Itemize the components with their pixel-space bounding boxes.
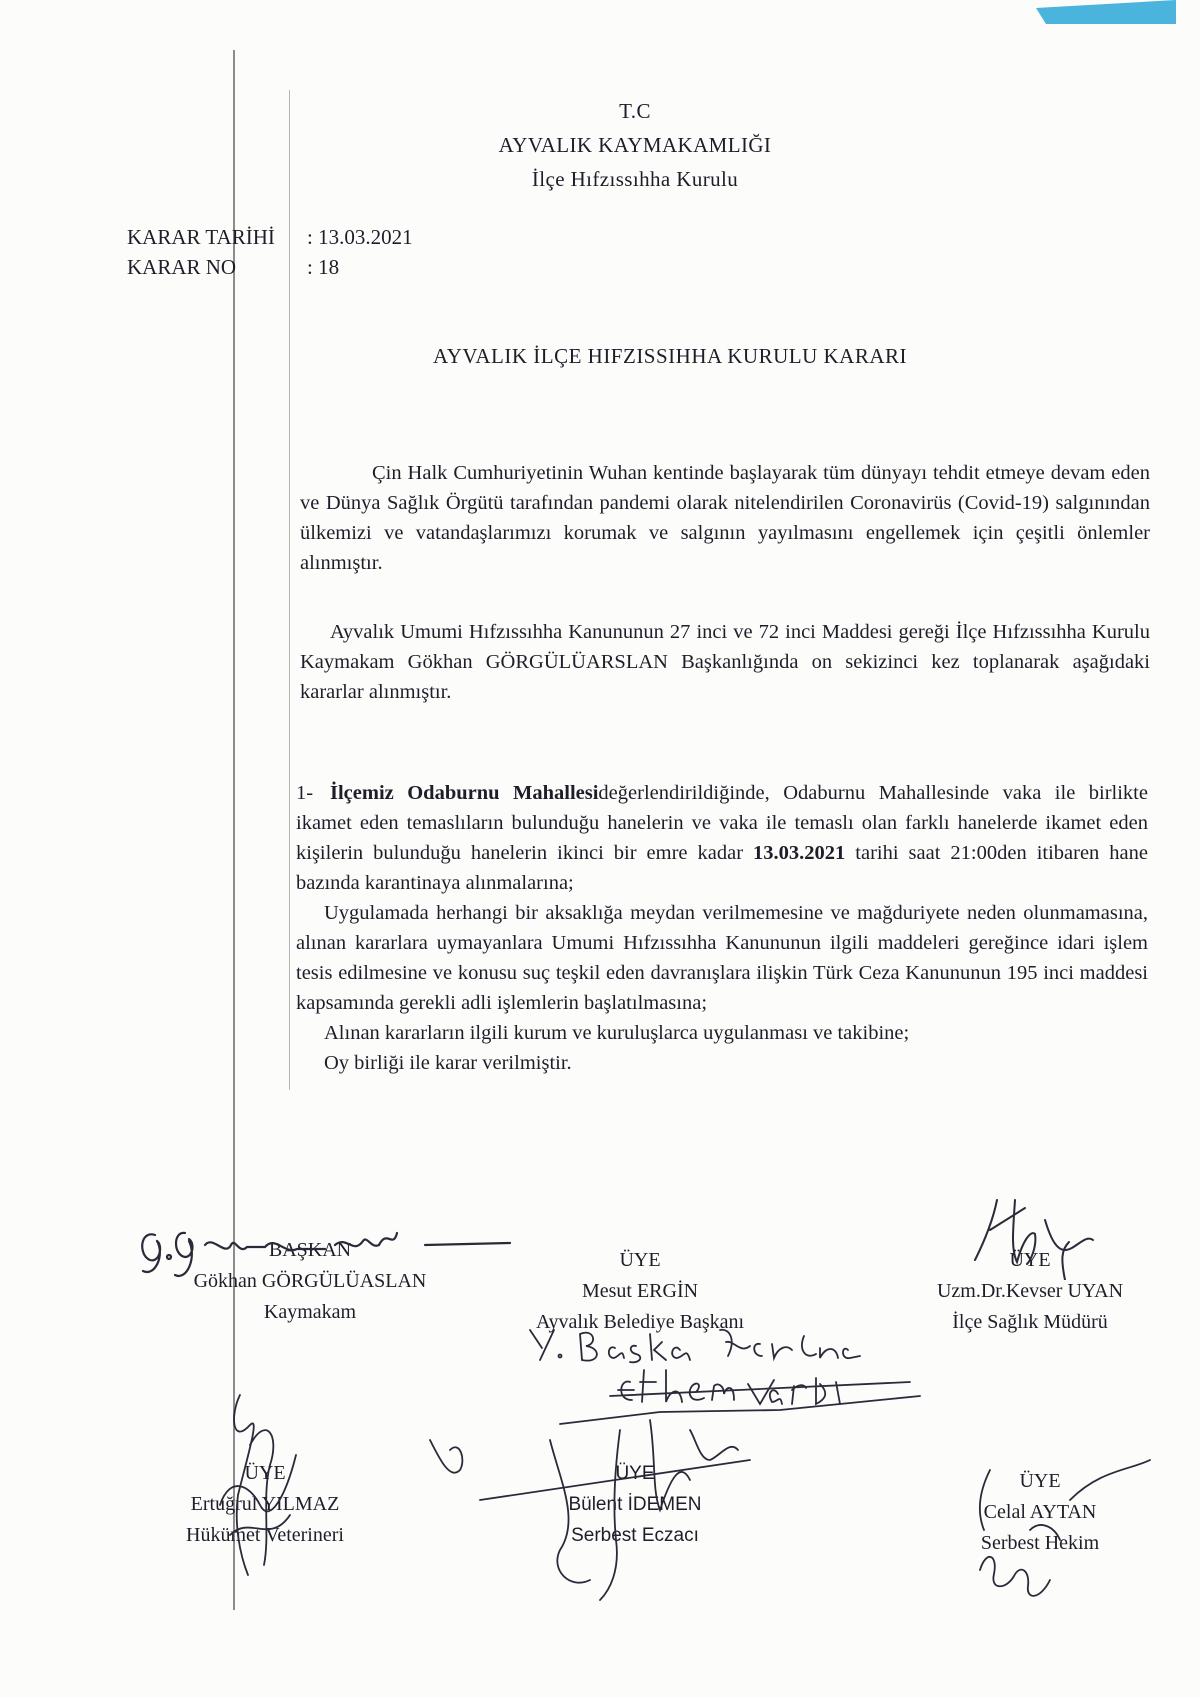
paragraph-meeting-text: Ayvalık Umumi Hıfzıssıhha Kanununun 27 inci ve 72 inci Maddesi gereği İlçe Hıfzıssıhha Kurulu Kaymakam Gökhan GÖRGÜLÜARSLAN Başkanlığında on sekizinci kez toplanarak aşağıdaki kararlar alınmıştır. — [300, 621, 1150, 703]
paragraph-intro-text: Çin Halk Cumhuriyetinin Wuhan kentinde başlayarak tüm dünyayı tehdit etmeye devam eden ve Dünya Sağlık Örgütü tarafından pandemi olarak nitelendirilen Coronavirüs (Covid-19) salgınından ülkemizi ve vatandaşlarımızı korumak ve salgının yayılmasını engellemek için çeşitli önlemler alınmıştır. — [300, 462, 1150, 574]
decision-number-label: KARAR NO — [127, 255, 237, 279]
decision-item-text-d: Alınan kararların ilgili kurum ve kuruluşlarca uygulanması ve takibine; — [324, 1022, 910, 1044]
signature-role: ÜYE — [619, 1249, 661, 1271]
signature-title: Ayvalık Belediye Başkanı — [535, 1311, 745, 1333]
decision-number-value: : 18 — [307, 255, 340, 279]
signature-name: Mesut ERGİN — [581, 1280, 699, 1302]
decision-item-1 — [296, 778, 1148, 1078]
decision-item-text-e: Oy birliği ile karar verilmiştir. — [324, 1052, 572, 1074]
signature-role: ÜYE — [244, 1462, 286, 1484]
document-header — [0, 94, 1200, 196]
signature-name: Ertuğrul YILMAZ — [190, 1493, 340, 1515]
signature-title: Hükümet Veterineri — [186, 1524, 344, 1546]
signature-title: Serbest Hekim — [980, 1532, 1100, 1554]
paragraph-meeting — [300, 617, 1150, 707]
decision-item-text-b: tarihi saat 21:00den itibaren hane bazında karantinaya alınmalarına; — [296, 842, 1148, 894]
corner-stamp-mark — [1026, 0, 1176, 24]
header-line-tc: T.C — [619, 99, 651, 123]
handwritten-signature-eczaci — [420, 1400, 780, 1610]
decision-item-text-a: değerlendirildiğinde, Odaburnu Mahallesinde vaka ile birlikte ikamet eden temaslıların bulunduğu hanelerin ve vaka ile temaslı olan farklı hanelerde ikamet eden kişilerin bulunduğu hanelerin ikinci bir emre kadar — [296, 782, 1148, 864]
decision-date-value: : 13.03.2021 — [307, 225, 413, 249]
fold-line-left — [233, 50, 235, 1610]
decision-item-lead: İlçemiz Odaburnu Mahallesi — [330, 782, 599, 804]
signature-role: BAŞKAN — [268, 1239, 352, 1261]
decision-date-label: KARAR TARİHİ — [127, 225, 275, 249]
signature-title: Kaymakam — [263, 1301, 357, 1323]
handwritten-signature-hekim — [950, 1450, 1160, 1610]
signature-name: Celal AYTAN — [983, 1501, 1097, 1523]
document-title: AYVALIK İLÇE HIFZISSIHHA KURULU KARARI — [432, 344, 908, 368]
decision-meta — [127, 222, 413, 282]
paragraph-intro — [300, 458, 1150, 578]
signature-role: ÜYE — [1019, 1470, 1061, 1492]
signature-name: Bülent İDEMEN — [568, 1494, 702, 1515]
header-line-office: AYVALIK KAYMAKAMLIĞI — [498, 133, 772, 157]
handwritten-signature-baskan — [135, 1205, 515, 1285]
signature-role: ÜYE — [1009, 1249, 1051, 1271]
header-line-board: İlçe Hıfzıssıhha Kurulu — [531, 167, 739, 191]
decision-item-text-c: Uygulamada herhangi bir aksaklığa meydan verilmemesine ve mağduriyete neden olunmamasına, alınan kararlara uymayanlara Umumi Hıfzıssıhha Kanununun ilgili maddeleri gereğince idari işlem tesis edilmesine ve konusu suç teşkil eden davranışlara ilişkin Türk Ceza Kanununun 195 inci maddesi kapsamında gerekli adli işlemlerin başlatılmasına; — [296, 902, 1148, 1014]
signature-title: Serbest Eczacı — [571, 1525, 699, 1546]
decision-date-row — [127, 222, 413, 252]
decision-item-number: 1- — [296, 782, 314, 804]
signature-title: İlçe Sağlık Müdürü — [952, 1311, 1108, 1333]
handwritten-signature-veteriner — [200, 1385, 310, 1585]
decision-number-row — [127, 252, 413, 282]
decision-item-date: 13.03.2021 — [753, 842, 846, 864]
signature-role: ÜYE — [615, 1463, 655, 1484]
signature-name: Gökhan GÖRGÜLÜASLAN — [193, 1270, 427, 1292]
handwritten-signature-saglik — [965, 1190, 1105, 1280]
signature-name: Uzm.Dr.Kevser UYAN — [936, 1280, 1124, 1302]
